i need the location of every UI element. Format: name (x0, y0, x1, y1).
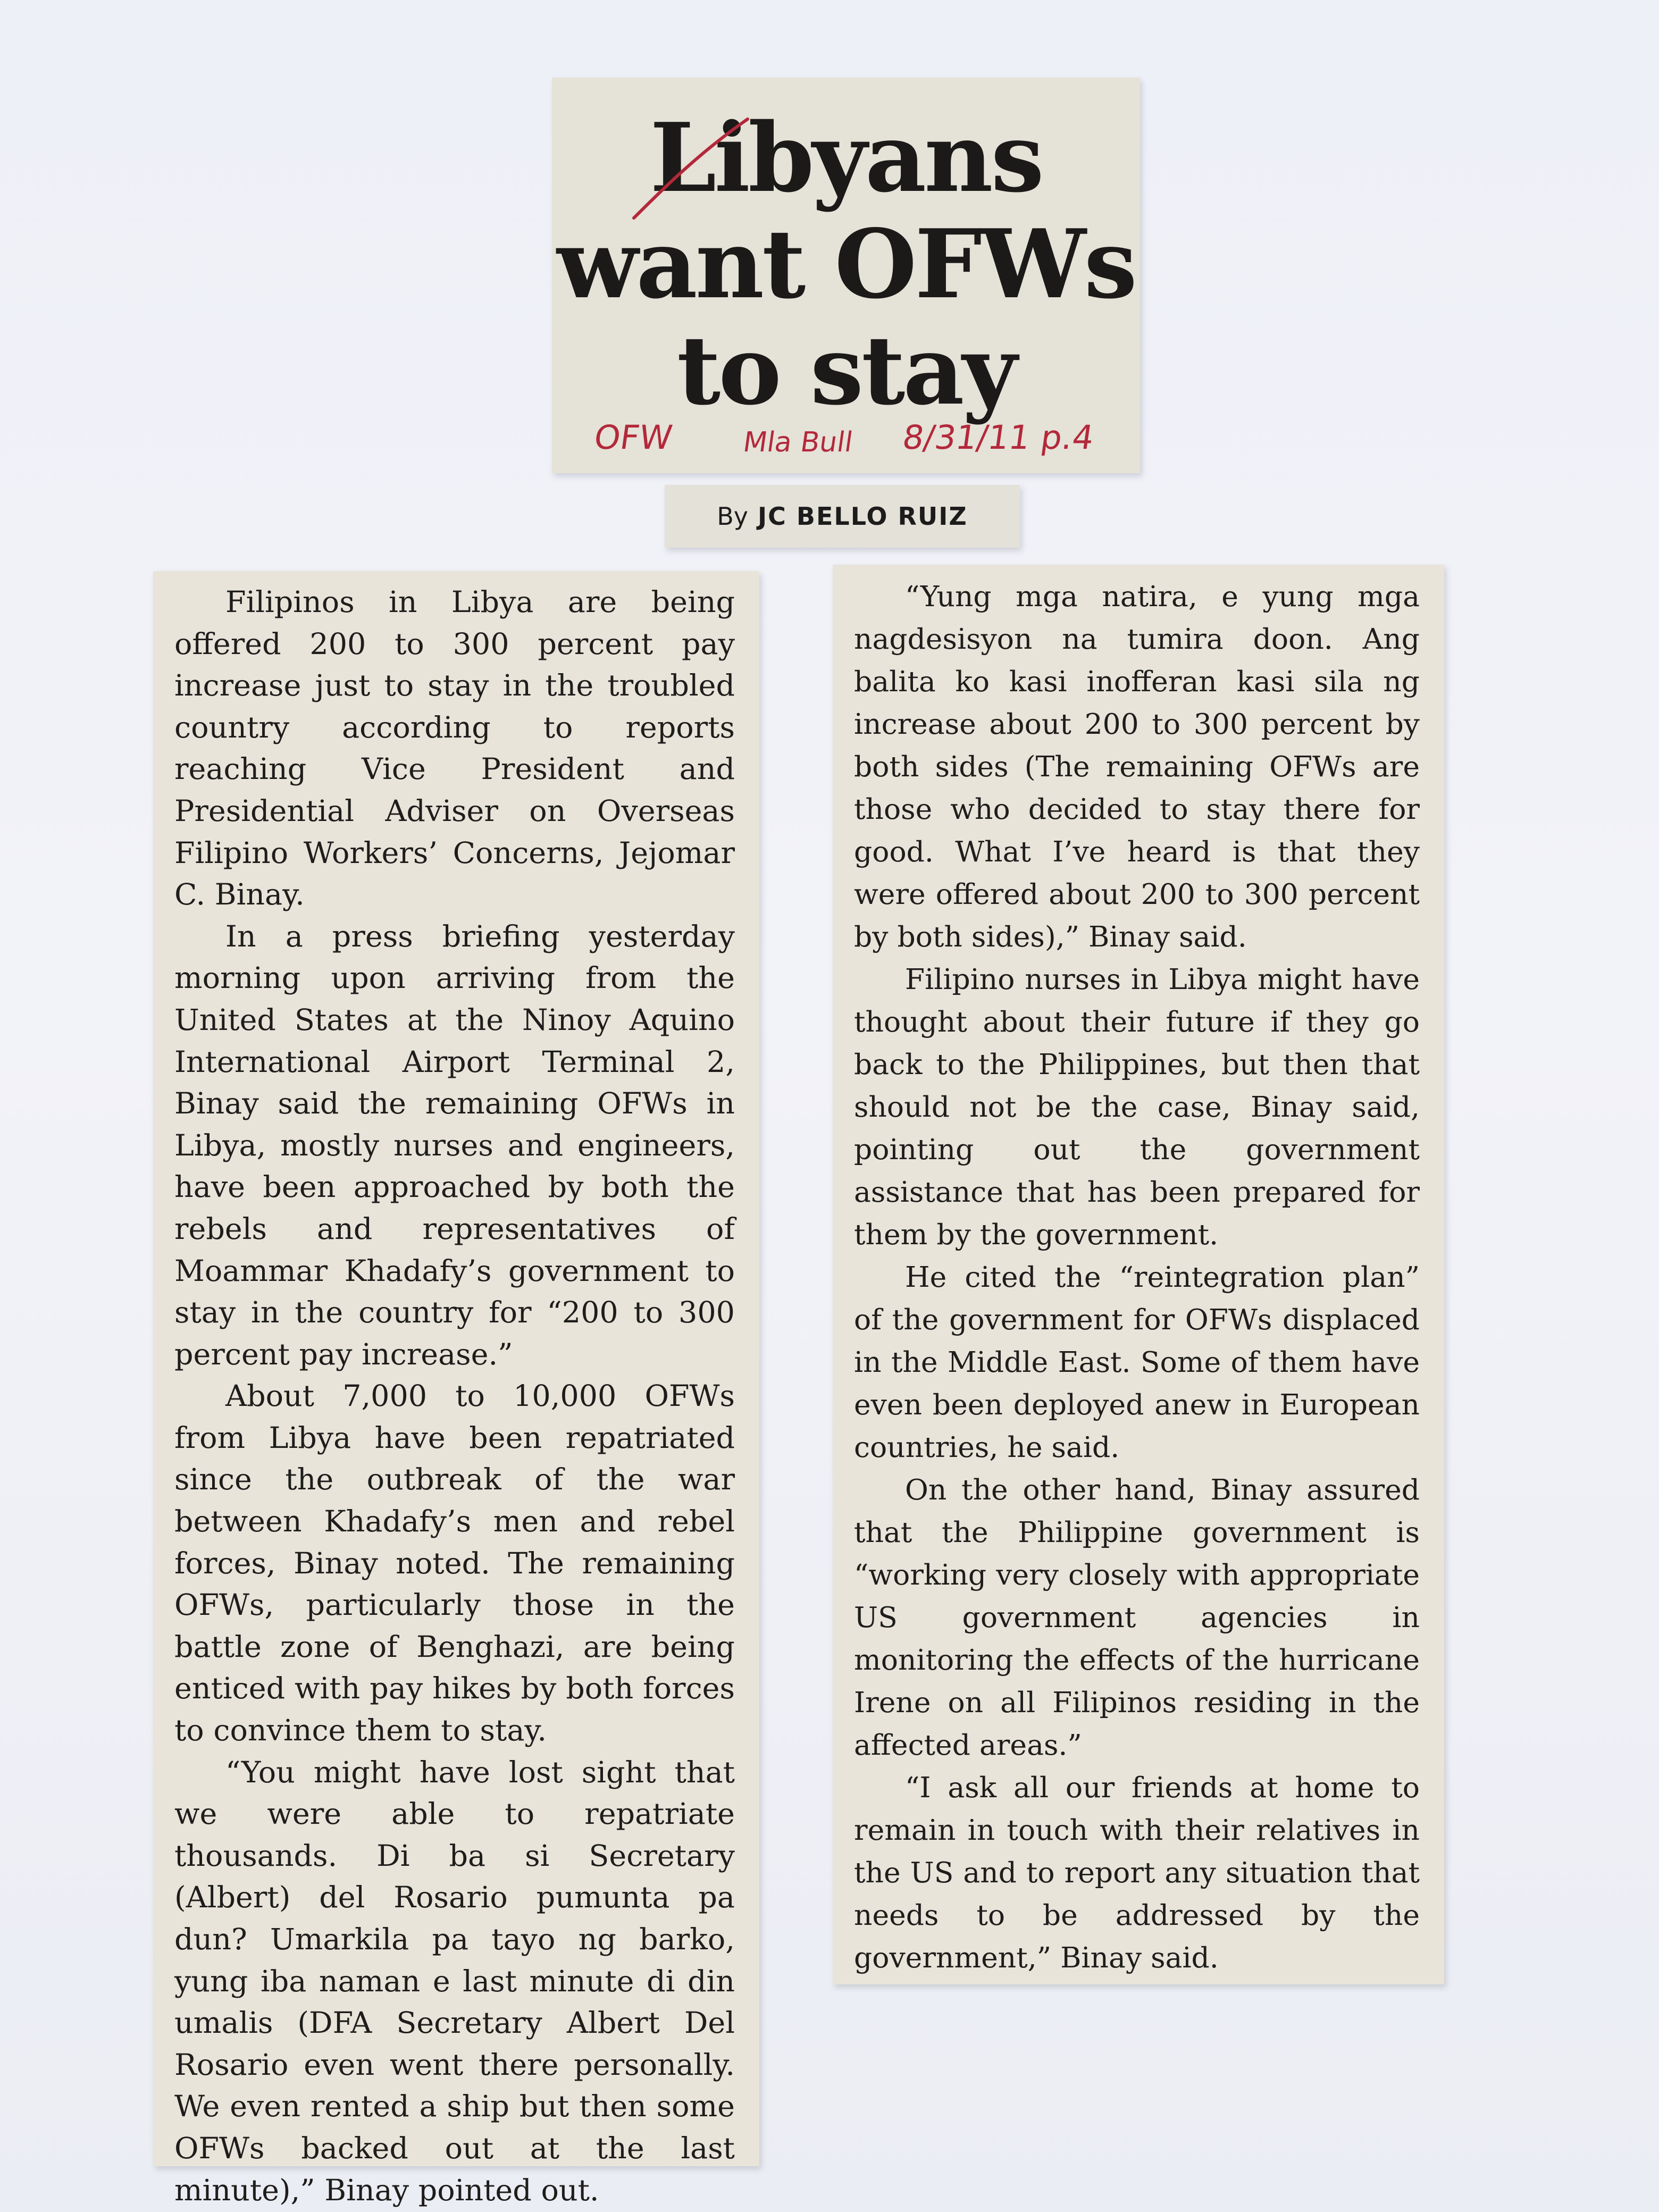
article-paragraph: About 7,000 to 10,000 OFWs from Libya have been repatriated since the outbreak of the war between Khadafy’s men and rebel forces, Binay noted. The remaining OFWs, particularly those in the battle zone of Benghazi, are being enticed with pay hikes by both forces to convince them to stay. (174, 1379, 735, 1748)
annotation-date: 8/31/11 (900, 418, 1033, 457)
headline-line-1: Libyans (650, 102, 1042, 213)
article-column-left (153, 571, 759, 2208)
article-column-right (833, 565, 1444, 1984)
article-paragraph: “Yung mga natira, e yung mga nagdesisyon na tumira doon. Ang balita ko kasi inofferan kasi sila ng increase about 200 to 300 percent by both sides (The remaining OFWs are those who decided to stay there for good. What I’ve heard is that they were offered about 200 to 300 percent by both sides),” Binay said. (854, 580, 1420, 953)
article-paragraph: “You might have lost sight that we were able to repatriate thousands. Di ba si Secretary (Albert) del Rosario pumunta pa dun? Umarkila pa tayo ng barko, yung iba naman e last minute di din umalis (DFA Secretary Albert Del Rosario even went there personally. We even rented a ship but then some OFWs backed out at the last minute),” Binay pointed out. (174, 1755, 735, 2208)
article-paragraph: In a press briefing yesterday morning upon arriving from the United States at the Ninoy Aquino International Airport Terminal 2, Binay said the remaining OFWs in Libya, mostly nurses and engineers, have been approached by both the rebels and representatives of Moammar Khadafy’s government to stay in the country for “200 to 300 percent pay increase.” (174, 919, 735, 1372)
headline-line-2: want OFWs (557, 208, 1135, 320)
article-paragraph: On the other hand, Binay assured that the Philippine government is “working very closely with appropriate US government agencies in monitoring the effects of the hurricane Irene on all Filipinos residing in the affected areas.” (854, 1473, 1420, 1762)
article-paragraph: “I ask all our friends at home to remain in touch with their relatives in the US and to report any situation that needs to be addressed by the government,” Binay said. (854, 1771, 1420, 1974)
article-paragraph: Filipinos in Libya are being offered 200 to 300 percent pay increase just to stay in the troubled country according to reports reaching Vice President and Presidential Adviser on Overseas Filipino Workers’ Concerns, Jejomar C. Binay. (174, 585, 735, 912)
byline-prefix: By (717, 502, 749, 531)
annotation-paper: Mla Bull (741, 426, 855, 458)
headline-line-3: to stay (676, 315, 1016, 426)
byline-author: JC BELLO RUIZ (758, 502, 968, 531)
byline-clipping (665, 485, 1020, 548)
headline-clipping (552, 78, 1140, 473)
article-paragraph: Filipino nurses in Libya might have thought about their future if they go back to the Philippines, but then that should not be the case, Binay said, pointing out the government assistance that has been prepared for them by the government. (854, 962, 1420, 1251)
handwritten-annotation (573, 418, 1121, 466)
article-paragraph: He cited the “reintegration plan” of the government for OFWs displaced in the Middle East. Some of them have even been deployed anew in European countries, he said. (854, 1260, 1420, 1464)
annotation-page: p.4 (1038, 418, 1096, 457)
annotation-section: OFW (591, 418, 675, 457)
